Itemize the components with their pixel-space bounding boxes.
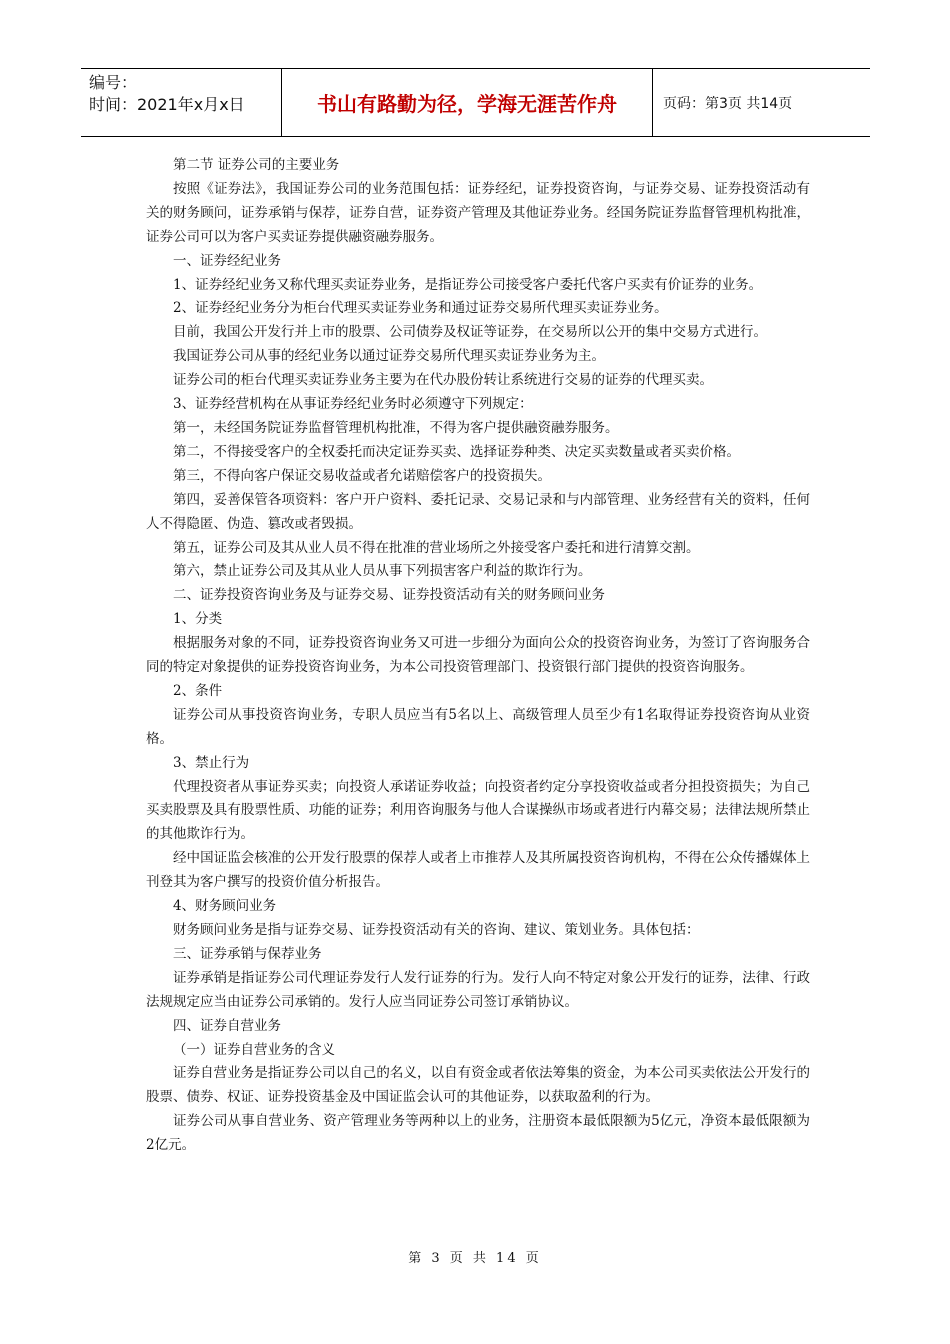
paragraph: （一）证券自营业务的含义 — [173, 1041, 335, 1058]
paragraph: 2、条件 — [173, 682, 223, 699]
paragraph: 第五，证券公司及其从业人员不得在批准的营业场所之外接受客户委托和进行清算交割。 — [173, 539, 700, 556]
document-body — [146, 154, 810, 1158]
paragraph: 四、证券自营业务 — [173, 1017, 281, 1034]
page-footer: 第 3 页 共 14 页 — [408, 1251, 542, 1266]
paragraph: 第三，不得向客户保证交易收益或者允诺赔偿客户的投资损失。 — [173, 467, 551, 484]
paragraph: 按照《证券法》，我国证券公司的业务范围包括：证券经纪，证券投资咨询，与证券交易、证券投资活动有关的财务顾问，证券承销与保荐，证券自营，证券资产管理及其他证券业务。经国务院证券监督管理机构批准，证券公司可以为客户买卖证券提供融资融券服务。 — [146, 180, 810, 245]
paragraph: 财务顾问业务是指与证券交易、证券投资活动有关的咨询、建议、策划业务。具体包括： — [173, 922, 700, 938]
paragraph: 第四，妥善保管各项资料：客户开户资料、委托记录、交易记录和与内部管理、业务经营有关的资料，任何人不得隐匿、伪造、篡改或者毁损。 — [146, 491, 810, 532]
paragraph: 第二，不得接受客户的全权委托而决定证券买卖、选择证券种类、决定买卖数量或者买卖价格。 — [173, 443, 740, 460]
document-header — [81, 68, 870, 137]
header-motto: 书山有路勤为径，学海无涯苦作舟 — [282, 69, 653, 136]
paragraph: 三、证券承销与保荐业务 — [173, 945, 322, 962]
paragraph: 1、证券经纪业务又称代理买卖证券业务，是指证券公司接受客户委托代客户买卖有价证券的业务。 — [173, 276, 763, 293]
paragraph: 1、分类 — [173, 611, 223, 628]
paragraph: 4、财务顾问业务 — [173, 898, 277, 915]
paragraph: 目前，我国公开发行并上市的股票、公司债券及权证等证券，在交易所以公开的集中交易方式进行。 — [173, 324, 767, 341]
paragraph: 2、证券经纪业务分为柜台代理买卖证券业务和通过证券交易所代理买卖证券业务。 — [173, 300, 668, 317]
paragraph: 第二节 证券公司的主要业务 — [173, 157, 340, 173]
header-meta — [81, 69, 282, 136]
paragraph: 证券公司的柜台代理买卖证券业务主要为在代办股份转让系统进行交易的证券的代理买卖。 — [173, 372, 713, 389]
paragraph: 一、证券经纪业务 — [173, 252, 281, 269]
header-page-info: 页码：第3页 共14页 — [663, 95, 793, 112]
paragraph: 代理投资者从事证券买卖；向投资人承诺证券收益；向投资者约定分享投资收益或者分担投资损失；为自己买卖股票及具有股票性质、功能的证券；利用咨询服务与他人合谋操纵市场或者进行内幕交易；法律法规所禁止的其他欺诈行为。 — [146, 778, 810, 843]
paragraph: 证券自营业务是指证券公司以自己的名义，以自有资金或者依法筹集的资金，为本公司买卖依法公开发行的股票、债券、权证、证券投资基金及中国证监会认可的其他证券，以获取盈利的行为。 — [146, 1065, 810, 1106]
paragraph: 第六，禁止证券公司及其从业人员从事下列损害客户利益的欺诈行为。 — [173, 563, 592, 580]
paragraph: 证券承销是指证券公司代理证券发行人发行证券的行为。发行人向不特定对象公开发行的证券，法律、行政法规规定应当由证券公司承销的。发行人应当同证券公司签订承销协议。 — [146, 969, 810, 1010]
paragraph: 3、证券经营机构在从事证券经纪业务时必须遵守下列规定： — [173, 396, 533, 413]
paragraph: 证券公司从事投资咨询业务，专职人员应当有5名以上、高级管理人员至少有1名取得证券投资咨询从业资格。 — [146, 706, 810, 747]
document-time-label: 时间：2021年x月x日 — [89, 95, 245, 114]
paragraph: 根据服务对象的不同，证券投资咨询业务又可进一步细分为面向公众的投资咨询业务，为签订了咨询服务合同的特定对象提供的证券投资咨询业务，为本公司投资管理部门、投资银行部门提供的投资咨询服务。 — [146, 635, 810, 676]
paragraph: 我国证券公司从事的经纪业务以通过证券交易所代理买卖证券业务为主。 — [173, 348, 605, 365]
paragraph: 二、证券投资咨询业务及与证券交易、证券投资活动有关的财务顾问业务 — [173, 587, 605, 604]
paragraph: 第一，未经国务院证券监督管理机构批准，不得为客户提供融资融券服务。 — [173, 419, 619, 436]
document-number-label: 编号： — [89, 73, 138, 92]
paragraph: 3、禁止行为 — [173, 754, 250, 771]
paragraph: 经中国证监会核准的公开发行股票的保荐人或者上市推荐人及其所属投资咨询机构，不得在公众传播媒体上刊登其为客户撰写的投资价值分析报告。 — [146, 850, 810, 891]
paragraph: 证券公司从事自营业务、资产管理业务等两种以上的业务，注册资本最低限额为5亿元，净资本最低限额为2亿元。 — [146, 1113, 810, 1154]
